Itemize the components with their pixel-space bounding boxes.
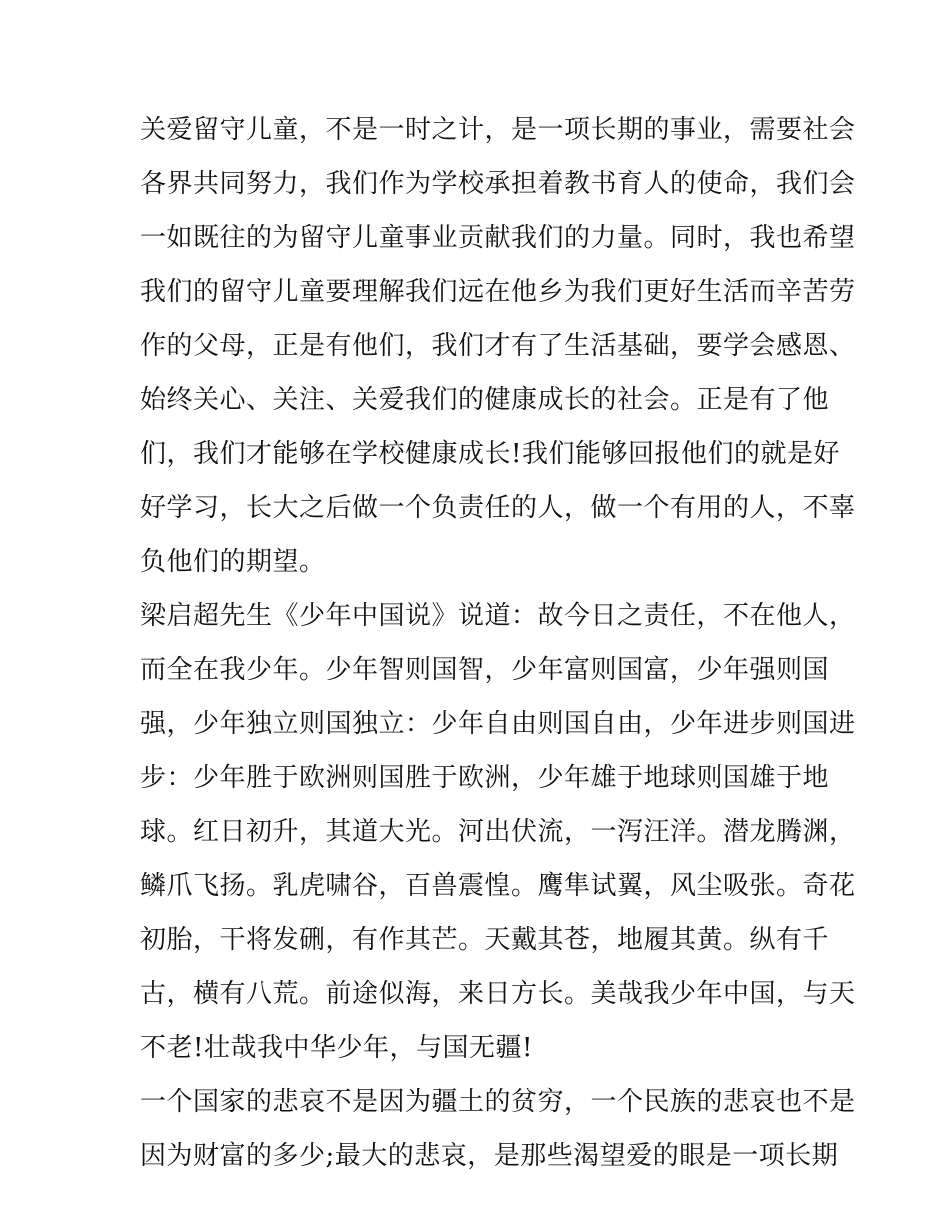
text-line: 们，我们才能够在学校健康成长!我们能够回报他们的就是好 bbox=[140, 439, 840, 469]
text-line: 初胎，干将发硎，有作其芒。天戴其苍，地履其黄。纵有千 bbox=[140, 925, 830, 955]
text-line: 一如既往的为留守儿童事业贡献我们的力量。同时，我也希望 bbox=[140, 223, 856, 253]
text-line: 好学习，长大之后做一个负责任的人，做一个有用的人，不辜 bbox=[140, 493, 856, 523]
text-line: 始终关心、关注、关爱我们的健康成长的社会。正是有了他 bbox=[140, 385, 830, 415]
text-line: 球。红日初升，其道大光。河出伏流，一泻汪洋。潜龙腾渊， bbox=[140, 817, 856, 847]
text-line: 因为财富的多少;最大的悲哀，是那些渴望爱的眼是一项长期 bbox=[140, 1141, 839, 1171]
text-line: 各界共同努力，我们作为学校承担着教书育人的使命，我们会 bbox=[140, 169, 856, 199]
text-line: 我们的留守儿童要理解我们远在他乡为我们更好生活而辛苦劳 bbox=[140, 277, 856, 307]
text-line: 古，横有八荒。前途似海，来日方长。美哉我少年中国，与天 bbox=[140, 979, 856, 1009]
document-body bbox=[140, 103, 856, 1183]
text-line: 梁启超先生《少年中国说》说道：故今日之责任，不在他人， bbox=[140, 601, 856, 631]
text-line: 而全在我少年。少年智则国智，少年富则国富，少年强则国 bbox=[140, 655, 830, 685]
text-line: 强，少年独立则国独立：少年自由则国自由，少年进步则国进 bbox=[140, 709, 856, 739]
text-line: 不老!壮哉我中华少年，与国无疆! bbox=[140, 1033, 533, 1063]
text-line: 鳞爪飞扬。乳虎啸谷，百兽震惶。鹰隼试翼，风尘吸张。奇花 bbox=[140, 871, 856, 901]
text-line: 关爱留守儿童，不是一时之计，是一项长期的事业，需要社会 bbox=[140, 115, 856, 145]
text-line: 负他们的期望。 bbox=[140, 547, 326, 577]
text-line: 作的父母，正是有他们，我们才有了生活基础，要学会感恩、 bbox=[140, 331, 856, 361]
text-line: 步：少年胜于欧洲则国胜于欧洲，少年雄于地球则国雄于地 bbox=[140, 763, 830, 793]
text-line: 一个国家的悲哀不是因为疆土的贫穷，一个民族的悲哀也不是 bbox=[140, 1087, 856, 1117]
